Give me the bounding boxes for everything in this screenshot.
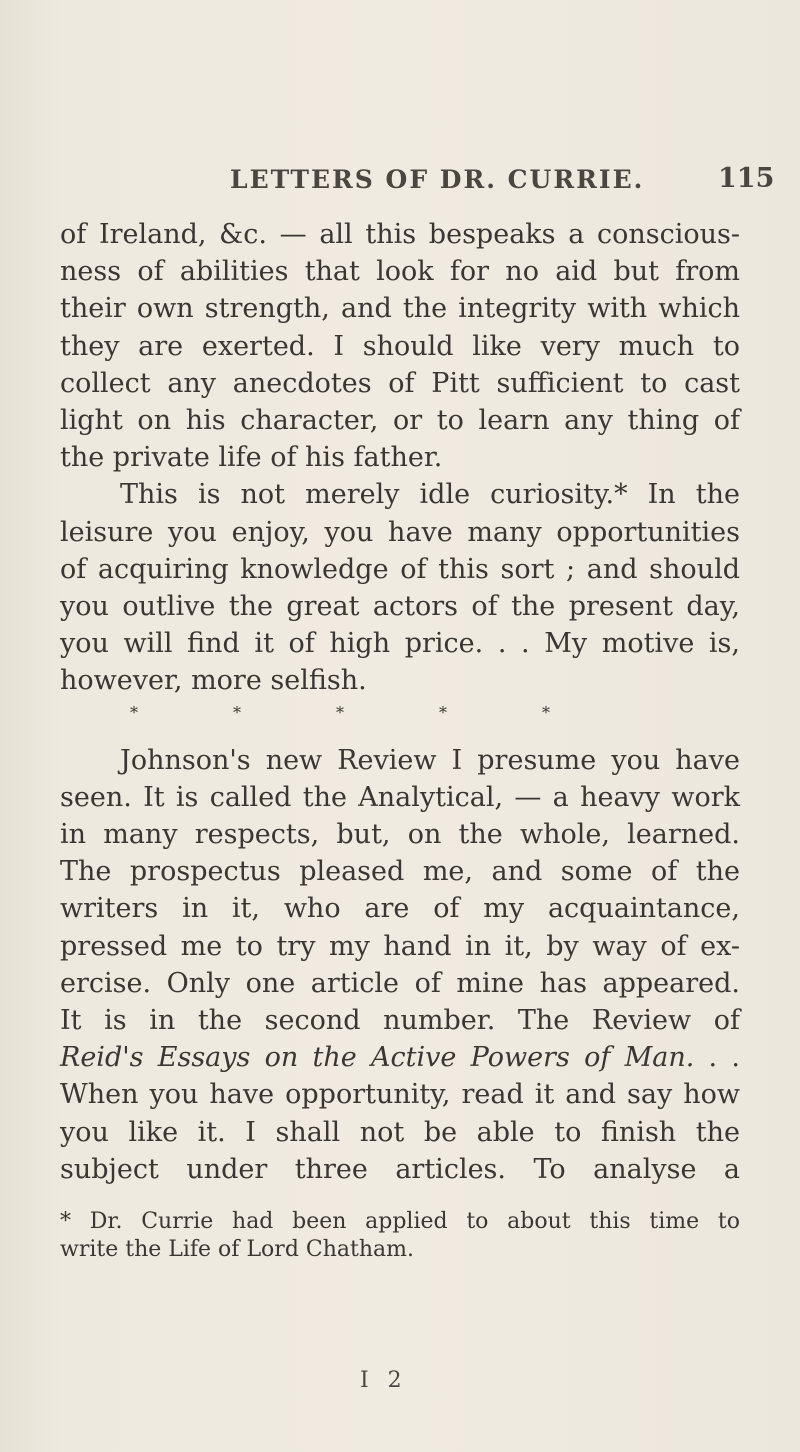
text-line: ercise. Only one article of mine has appeared.	[60, 967, 740, 999]
page-number: 115	[718, 163, 775, 194]
text-line: they are exerted. I should like very much to	[60, 330, 740, 362]
star-glyph: *	[336, 702, 344, 722]
text-line: pressed me to try my hand in it, by way of ex-	[60, 930, 740, 962]
running-title: LETTERS OF DR. CURRIE.	[230, 165, 645, 194]
text-line: leisure you enjoy, you have many opportunities	[60, 516, 740, 548]
text-line: writers in it, who are of my acquaintance,	[60, 893, 740, 925]
footnote-line: write the Life of Lord Chatham.	[60, 1237, 414, 1263]
text-line: ness of abilities that look for no aid but from	[60, 256, 740, 288]
text-line: It is in the second number. The Review of	[60, 1005, 740, 1037]
text-line: collect any anecdotes of Pitt sufficient to cast	[60, 367, 740, 399]
text-line: seen. It is called the Analytical, — a heavy work	[60, 781, 740, 813]
text-line: you will find it of high price. . . My motive is,	[60, 628, 740, 660]
text-line: the private life of his father.	[60, 442, 443, 474]
text-line: of Ireland, &c. — all this bespeaks a conscious-	[60, 219, 740, 250]
text-line: of acquiring knowledge of this sort ; and should	[60, 553, 740, 585]
text-line: The prospectus pleased me, and some of the	[60, 856, 740, 888]
footnote	[60, 1208, 740, 1264]
book-title: Reid's Essays on the Active Powers of Man.	[60, 1042, 695, 1074]
body-text	[60, 216, 740, 1264]
text-line: you like it. I shall not be able to finish the	[60, 1116, 740, 1148]
text-line: When you have opportunity, read it and say how	[60, 1079, 740, 1111]
star-separator	[130, 696, 550, 730]
paragraph-1	[60, 216, 740, 476]
star-glyph: *	[233, 702, 241, 722]
ellipsis: . .	[694, 1042, 740, 1074]
star-glyph: *	[130, 702, 138, 722]
text-line: you outlive the great actors of the present day,	[60, 591, 740, 623]
text-line: light on his character, or to learn any thing of	[60, 405, 740, 437]
text-line: subject under three articles. To analyse a	[60, 1153, 740, 1185]
paragraph-3	[60, 742, 740, 1188]
signature-mark: I 2	[360, 1368, 408, 1393]
footnote-line: * Dr. Currie had been applied to about this time to	[60, 1209, 740, 1235]
text-line: their own strength, and the integrity with which	[60, 293, 740, 325]
text-line: however, more selfish.	[60, 665, 367, 697]
paragraph-2	[60, 476, 740, 699]
text-line: This is not merely idle curiosity.* In the	[120, 479, 740, 511]
star-glyph: *	[542, 702, 550, 722]
running-head	[0, 165, 800, 205]
text-line: Johnson's new Review I presume you have	[120, 744, 740, 776]
star-glyph: *	[439, 702, 447, 722]
text-line: in many respects, but, on the whole, learned.	[60, 819, 740, 851]
text-line-italic-title	[60, 1039, 740, 1076]
